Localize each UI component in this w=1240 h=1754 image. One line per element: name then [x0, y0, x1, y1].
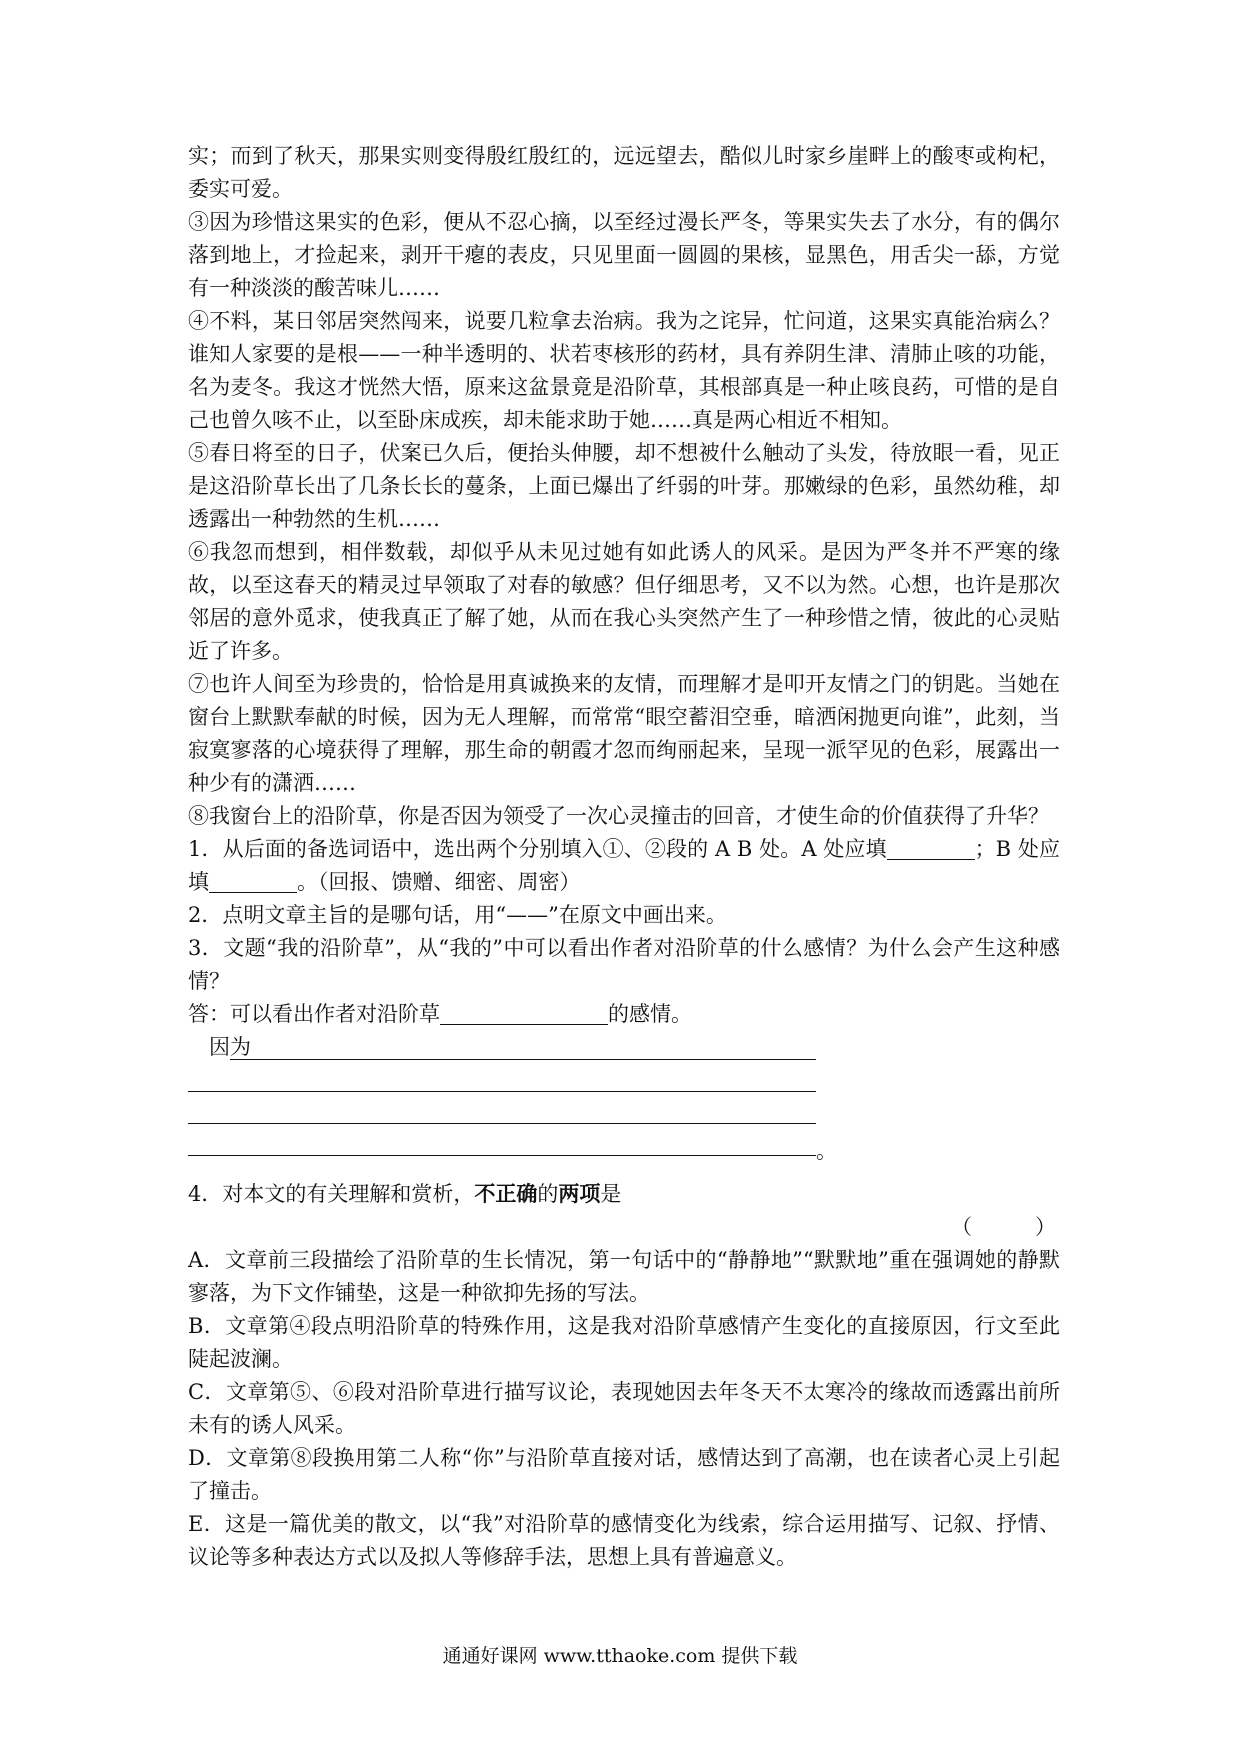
- answer-bracket[interactable]: （ ）: [951, 1215, 1056, 1239]
- question-1: [188, 833, 1060, 899]
- question-2: 2．点明文章主旨的是哪句话，用“——”在原文中画出来。: [188, 903, 727, 927]
- question-1-text-c: 。（回报、馈赠、细密、周密）: [297, 870, 581, 894]
- answer-suffix: 的感情。: [608, 1002, 692, 1026]
- option-a: A．文章前三段描绘了沿阶草的生长情况，第一句话中的“静静地”“默默地”重在强调她的静默寥落，为下文作铺垫，这是一种欲抑先扬的写法。: [188, 1248, 1060, 1305]
- question-3-answer: [188, 998, 1060, 1031]
- paragraph-5: ⑤春日将至的日子，伏案已久后，便抬头伸腰，却不想被什么触动了头发，待放眼一看，见正是这沿阶草长出了几条长长的蔓条，上面已爆出了纤弱的叶芽。那嫩绿的色彩，虽然幼稚，却透露出一种勃然的生机……: [188, 441, 1060, 531]
- paragraph-4: ④不料，某日邻居突然闯来，说要几粒拿去治病。我为之诧异，忙问道，这果实真能治病么？谁知人家要的是根——一种半透明的、状若枣核形的药材，具有养阴生津、清肺止咳的功能，名为麦冬。我这才恍然大悟，原来这盆景竟是沿阶草，其根部真是一种止咳良药，可惜的是自己也曾久咳不止，以至卧床成疾，却未能求助于她……真是两心相近不相知。: [188, 309, 1060, 432]
- question-1-text-b: ；B 处应填: [188, 837, 1061, 894]
- answer-feeling-blank[interactable]: [440, 1000, 608, 1025]
- paragraph-6: ⑥我忽而想到，相伴数载，却似乎从未见过她有如此诱人的风采。是因为严冬并不严寒的缘故，以至这春天的精灵过早领取了对春的敏感？但仔细思考，又不以为然。心想，也许是那次邻居的意外觅求，使我真正了解了她，从而在我心头突然产生了一种珍惜之情，彼此的心灵贴近了许多。: [188, 540, 1060, 663]
- paragraph-2-cont: 实；而到了秋天，那果实则变得殷红殷红的，远远望去，酷似儿时家乡崖畔上的酸枣或枸杞，委实可爱。: [188, 144, 1060, 201]
- because-label: 因为: [209, 1035, 251, 1059]
- question-4-bold-1: 不正确: [474, 1181, 538, 1206]
- blank-a[interactable]: [887, 835, 975, 860]
- page-footer: 通通好课网 www.tthaoke.com 提供下载: [442, 1645, 798, 1667]
- reason-line-1[interactable]: [230, 1059, 816, 1060]
- paragraph-7: ⑦也许人间至为珍贵的，恰恰是用真诚换来的友情，而理解才是叩开友情之门的钥匙。当她在窗台上默默奉献的时候，因为无人理解，而常常“眼空蓄泪空垂，暗洒闲抛更向谁”，此刻，当寂寞寥落的心境获得了理解，那生命的朝霞才忽而绚丽起来，呈现一派罕见的色彩，展露出一种少有的潇洒……: [188, 672, 1060, 795]
- option-c: C．文章第⑤、⑥段对沿阶草进行描写议论，表现她因去年冬天不太寒冷的缘故而透露出前所未有的诱人风采。: [188, 1380, 1060, 1437]
- reason-line-4[interactable]: [188, 1155, 816, 1156]
- document-body: [188, 140, 1060, 1574]
- option-b: B．文章第④段点明沿阶草的特殊作用，这是我对沿阶草感情产生变化的直接原因，行文至此陡起波澜。: [188, 1314, 1060, 1371]
- reason-line-2[interactable]: [188, 1091, 816, 1092]
- reason-line-3[interactable]: [188, 1123, 816, 1124]
- blank-b[interactable]: [209, 868, 297, 893]
- question-1-text-a: 1．从后面的备选词语中，选出两个分别填入①、②段的 A B 处。A 处应填: [188, 837, 887, 861]
- reason-lines: [188, 1031, 1060, 1163]
- question-4-text-b: 的: [537, 1182, 559, 1206]
- question-3: 3．文题“我的沿阶草”，从“我的”中可以看出作者对沿阶草的什么感情？为什么会产生这种感情？: [188, 936, 1060, 993]
- paragraph-3: ③因为珍惜这果实的色彩，便从不忍心摘，以至经过漫长严冬，等果实失去了水分，有的偶尔落到地上，才捡起来，剥开干瘪的表皮，只见里面一圆圆的果核，显黑色，用舌尖一舔，方觉有一种淡淡的酸苦味儿……: [188, 210, 1060, 300]
- answer-prefix: 答：可以看出作者对沿阶草: [188, 1002, 440, 1026]
- question-4-text-a: 4．对本文的有关理解和赏析，: [188, 1182, 475, 1206]
- question-4: [188, 1177, 1060, 1211]
- question-4-bold-2: 两项: [558, 1181, 601, 1206]
- reason-end-mark: 。: [816, 1139, 837, 1163]
- option-d: D．文章第⑧段换用第二人称“你”与沿阶草直接对话，感情达到了高潮，也在读者心灵上引起了撞击。: [188, 1446, 1060, 1503]
- question-4-text-c: 是: [600, 1182, 622, 1206]
- paragraph-8: ⑧我窗台上的沿阶草，你是否因为领受了一次心灵撞击的回音，才使生命的价值获得了升华？: [188, 804, 1049, 828]
- option-e: E．这是一篇优美的散文，以“我”对沿阶草的感情变化为线索，综合运用描写、记叙、抒情、议论等多种表达方式以及拟人等修辞手法，思想上具有普遍意义。: [188, 1512, 1060, 1569]
